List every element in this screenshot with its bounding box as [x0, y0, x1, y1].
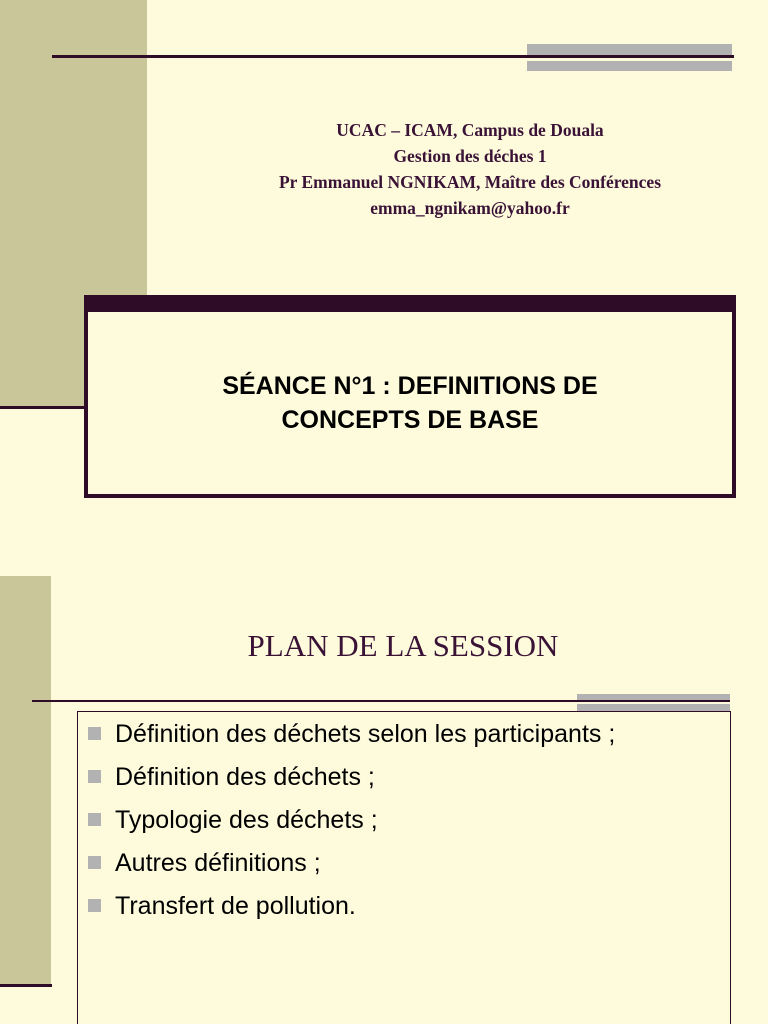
session-title-line-2: CONCEPTS DE BASE	[281, 406, 539, 434]
square-bullet-icon	[88, 899, 101, 912]
lecturer-line: Pr Emmanuel NGNIKAM, Maître des Conférences	[278, 172, 662, 192]
list-item-text: Définition des déchets selon les participants ;	[115, 720, 616, 748]
square-bullet-icon	[88, 813, 101, 826]
email-line: emma_ngnikam@yahoo.fr	[370, 198, 570, 218]
list-item-text: Transfert de pollution.	[115, 892, 356, 920]
course-header	[150, 117, 768, 221]
side-rule	[0, 406, 86, 409]
plan-slide	[0, 560, 768, 1024]
top-rule	[52, 55, 734, 58]
list-item	[88, 847, 615, 890]
list-item	[88, 718, 615, 761]
list-item	[88, 890, 615, 933]
plan-content-box	[77, 711, 731, 1024]
list-item-text: Définition des déchets ;	[115, 763, 375, 791]
square-bullet-icon	[88, 770, 101, 783]
list-item	[88, 804, 615, 847]
session-title-line-1: SÉANCE N°1 : DEFINITIONS DE	[222, 372, 598, 400]
institution-line: UCAC – ICAM, Campus de Douala	[336, 120, 604, 140]
title-rule	[32, 700, 730, 702]
list-item-text: Typologie des déchets ;	[115, 806, 378, 834]
side-rule	[0, 984, 52, 987]
square-bullet-icon	[88, 856, 101, 869]
square-bullet-icon	[88, 727, 101, 740]
plan-bullet-list	[88, 718, 615, 933]
session-title	[88, 312, 732, 494]
session-title-box	[84, 295, 736, 498]
list-item-text: Autres définitions ;	[115, 849, 321, 877]
list-item	[88, 761, 615, 804]
plan-title: PLAN DE LA SESSION	[247, 628, 559, 663]
course-line: Gestion des déches 1	[393, 146, 547, 166]
